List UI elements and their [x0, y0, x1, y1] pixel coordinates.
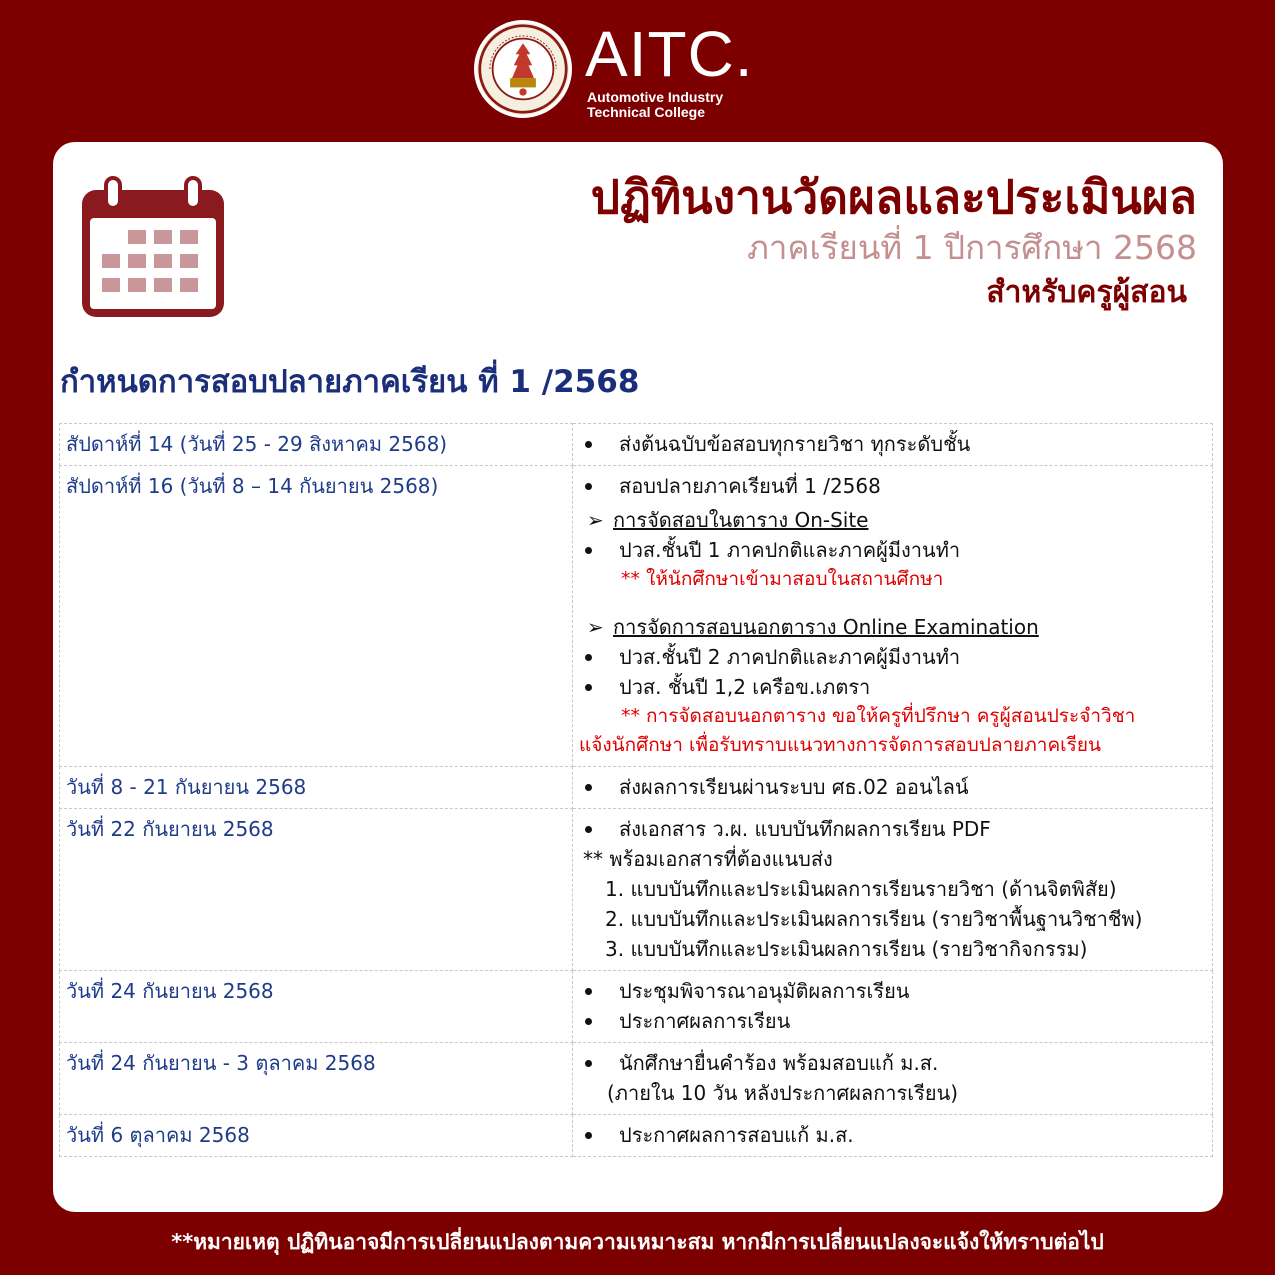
page-title: ปฏิทินงานวัดผลและประเมินผล	[590, 170, 1197, 224]
task-cell	[573, 809, 1213, 971]
task-item: ปวส.ชั้นปี 1 ภาคปกติและภาคผู้มีงานทำ	[579, 535, 1206, 565]
table-row	[60, 971, 1213, 1043]
date-cell: วันที่ 24 กันยายน 2568	[60, 971, 573, 1043]
task-item: ประกาศผลการเรียน	[579, 1006, 1206, 1036]
date-cell: วันที่ 6 ตุลาคม 2568	[60, 1115, 573, 1157]
task-item: ปวส.ชั้นปี 2 ภาคปกติและภาคผู้มีงานทำ	[579, 642, 1206, 672]
task-item: ประชุมพิจารณาอนุมัติผลการเรียน	[579, 976, 1206, 1006]
task-cell	[573, 1115, 1213, 1157]
task-item: ส่งผลการเรียนผ่านระบบ ศธ.02 ออนไลน์	[579, 772, 1206, 802]
task-cell	[573, 1043, 1213, 1115]
date-cell: วันที่ 8 - 21 กันยายน 2568	[60, 767, 573, 809]
brand-title: AITC.	[585, 18, 754, 90]
note-text: แจ้งนักศึกษา เพื่อรับทราบแนวทางการจัดการสอบปลายภาคเรียน	[579, 734, 1101, 756]
note-text: ** ให้นักศึกษาเข้ามาสอบในสถานศึกษา	[621, 568, 944, 590]
doc-item: 1. แบบบันทึกและประเมินผลการเรียนรายวิชา (ด้านจิตพิสัย)	[605, 877, 1117, 901]
online-heading: ➢ การจัดการสอบนอกตาราง Online Examination	[579, 612, 1206, 642]
table-row	[60, 767, 1213, 809]
task-item: สอบปลายภาคเรียนที่ 1 /2568	[579, 471, 1206, 501]
task-note: (ภายใน 10 วัน หลังประกาศผลการเรียน)	[607, 1081, 959, 1105]
table-row	[60, 809, 1213, 971]
header	[0, 0, 1275, 140]
task-cell	[573, 466, 1213, 767]
arrow-icon: ➢	[587, 615, 604, 639]
task-cell	[573, 767, 1213, 809]
section-heading: กำหนดการสอบปลายภาคเรียน ที่ 1 /2568	[60, 364, 640, 400]
date-cell: สัปดาห์ที่ 14 (วันที่ 25 - 29 สิงหาคม 2568)	[60, 424, 573, 466]
task-item: ประกาศผลการสอบแก้ ม.ส.	[579, 1120, 1206, 1150]
brand-subtitle-line2: Technical College	[587, 104, 705, 120]
task-item: นักศึกษายื่นคำร้อง พร้อมสอบแก้ ม.ส.	[579, 1048, 1206, 1078]
task-cell	[573, 971, 1213, 1043]
college-seal-logo	[474, 20, 572, 118]
onsite-heading: ➢ การจัดสอบในตาราง On-Site	[579, 505, 1206, 535]
brand-subtitle-line1: Automotive Industry	[587, 89, 724, 105]
date-cell: วันที่ 24 กันยายน - 3 ตุลาคม 2568	[60, 1043, 573, 1115]
date-cell: วันที่ 22 กันยายน 2568	[60, 809, 573, 971]
doc-item: 2. แบบบันทึกและประเมินผลการเรียน (รายวิชาพื้นฐานวิชาชีพ)	[605, 907, 1143, 931]
table-row	[60, 466, 1213, 767]
title-block	[591, 168, 1197, 316]
footnote: **หมายเหตุ ปฏิทินอาจมีการเปลี่ยนแปลงตามความเหมาะสม หากมีการเปลี่ยนแปลงจะแจ้งให้ทราบต่อไป	[171, 1230, 1104, 1254]
task-item: ปวส. ชั้นปี 1,2 เครือข.เภตรา	[579, 672, 1206, 702]
table-row	[60, 1115, 1213, 1157]
audience-label: สำหรับครูผู้สอน	[986, 275, 1187, 310]
semester-subtitle: ภาคเรียนที่ 1 ปีการศึกษา 2568	[747, 228, 1197, 267]
date-cell: สัปดาห์ที่ 16 (วันที่ 8 – 14 กันยายน 2568)	[60, 466, 573, 767]
brand	[585, 18, 754, 120]
arrow-icon: ➢	[587, 508, 604, 532]
task-item: ส่งเอกสาร ว.ผ. แบบบันทึกผลการเรียน PDF	[579, 814, 1206, 844]
table-row	[60, 424, 1213, 466]
table-row	[60, 1043, 1213, 1115]
note-text: ** การจัดสอบนอกตาราง ขอให้ครูที่ปรึกษา ครูผู้สอนประจำวิชา	[621, 705, 1136, 727]
doc-item: 3. แบบบันทึกและประเมินผลการเรียน (รายวิชากิจกรรม)	[605, 937, 1088, 961]
calendar-icon	[78, 176, 228, 321]
docs-heading: ** พร้อมเอกสารที่ต้องแนบส่ง	[583, 847, 833, 871]
task-cell	[573, 424, 1213, 466]
task-item: ส่งต้นฉบับข้อสอบทุกรายวิชา ทุกระดับชั้น	[579, 429, 1206, 459]
schedule-table	[59, 423, 1213, 1157]
